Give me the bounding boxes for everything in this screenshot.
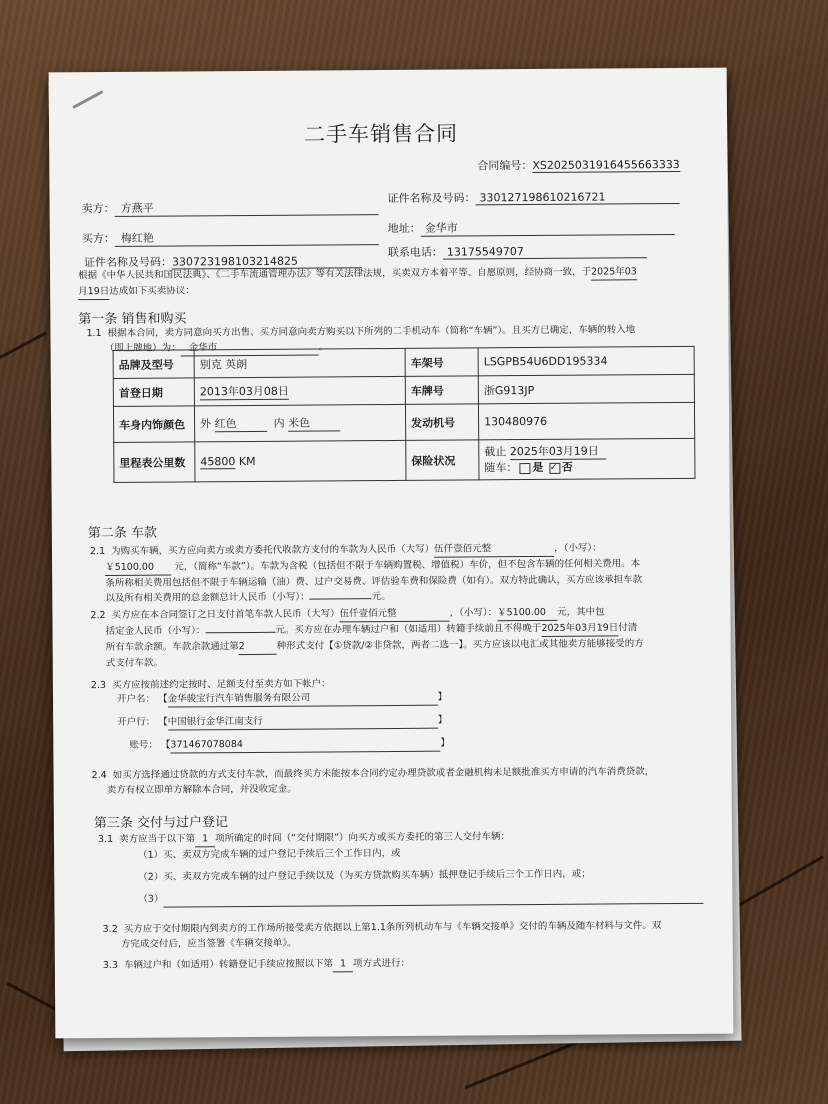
insurance-value: 截止 2025年03月19日 随车： 是 ✓ 否 (479, 438, 695, 480)
article-2-title: 第二条 车款 (87, 525, 158, 542)
clause-2-2: 2.2 买方应在本合同签订之日支付首笔车款人民币（大写）伍仟壹佰元整 ，（小写）：￥5100.00 元，其中包 括定金人民币（小写）： 元。买方应在办理车辆过户和（如适用）转籍手续前且不得晚于2025年03月19日付清 所有车款余额。车款余款通过第2 种形式支付【①贷款/②非贷款，两者二选一】。买方应该以电汇或其他卖方能够接受的方 式支付车款。 (90, 606, 644, 669)
clause-1-1: 1.1 根据本合同，卖方同意向买方出售、买方同意向卖方购买以下所列的二手机动车（简称“车辆”）。且买方已确定，车辆的转入地 （即上牌地）为： 金华市 。 (86, 322, 696, 357)
vehicle-info-table (113, 346, 696, 483)
reg-date-label: 首登日期 (113, 378, 194, 407)
mileage-value: 45800 KM (195, 440, 406, 481)
clause-3-1-option-1: （1）买、卖双方完成车辆的过户登记手续后三个工作日内，或 (138, 847, 401, 861)
buyer-address-line: 地址： 金华市 (388, 218, 675, 237)
clause-3-1-option-2: （2）买、卖双方完成车辆的过户登记手续以及（为买方贷款购买车辆）抵押登记手续后三个工作日内，或； (138, 868, 591, 883)
seller-line: 卖方： 方燕平 (82, 198, 379, 217)
contract-number: 合同编号：XS2025031916455663333 (477, 157, 680, 173)
brand-value: 别克 英朗 (194, 348, 405, 377)
contract-page (49, 68, 734, 1039)
contract-title: 二手车销售合同 (303, 121, 459, 147)
checkbox-no-checked (549, 462, 560, 473)
reg-date-value: 2013年03月08日 (194, 376, 405, 405)
seller-id-line: 证件名称及号码： 330127198610216721 (387, 188, 679, 206)
article-1-title: 第一条 销售和购买 (78, 311, 187, 328)
plate-label: 车牌号 (405, 376, 478, 405)
account-number-line: 账号： 【371467078084 】 (129, 735, 529, 754)
mileage-label: 里程表公里数 (114, 442, 195, 483)
brand-label: 品牌及型号 (113, 350, 194, 379)
plate-value: 浙G913JP (478, 374, 694, 404)
clause-3-1: 3.1 卖方应当于以下第 1 项所确定的时间（“交付期限”）向买方或买方委托的第三人交付车辆： (98, 828, 708, 848)
floor-seam (0, 332, 47, 359)
floor-seam (736, 855, 824, 908)
clause-2-4: 2.4 如买方选择通过贷款的方式支付车款，而最终买方未能按本合同约定办理贷款或者金融机构未足额批准买方申请的汽车消费贷款， 卖方有权立即单方解除本合同，并没收定金。 (91, 766, 655, 796)
insurance-label: 保险状况 (406, 440, 479, 481)
clause-3-2: 3.2 买方应于交付期限内到卖方的工作场所接受卖方依据以上第1.1条所列机动车与《车辆交接单》交付的车辆及随车材料与文件。双 方完成交付后，应当签署《车辆交接单》。 (102, 920, 662, 950)
bank-line: 开户行： 【中国银行金华江南支行 】 (117, 712, 517, 731)
article-3-title: 第三条 交付与过户登记 (93, 815, 229, 832)
buyer-line: 买方： 梅红艳 (82, 228, 379, 247)
engine-label: 发动机号 (405, 404, 478, 441)
engine-value: 130480976 (478, 402, 694, 440)
clause-3-3: 3.3 车辆过户和（如适用）转籍登记手续应按照以下第 1 项方式进行： (102, 957, 411, 972)
buyer-id-line: 证件名称及号码：330723198103214825 (84, 252, 362, 270)
vin-value: LSGPB54U6DD195334 (478, 346, 694, 376)
clause-3-1-option-3: （3） (138, 888, 718, 908)
color-value: 外 红色 内 米色 (194, 404, 405, 441)
checkbox-yes (519, 463, 530, 474)
clause-2-3: 2.3 买方应按前述约定按时、足额支付至卖方如下帐户： (90, 678, 331, 692)
buyer-phone-line: 联系电话： 13175549707 (388, 242, 647, 260)
color-label: 车身内饰颜色 (113, 406, 194, 443)
vin-label: 车架号 (405, 348, 478, 377)
account-name-line: 开户名： 【金华骏宝行汽车销售服务有限公司 】 (117, 689, 517, 708)
clause-2-1: 2.1 为购买车辆，买方应向卖方或卖方委托代收款方支付的车款为人民币（大写）伍仟壹佰元整 ，（小写）： ￥5100.00 元，（简称“车款”）。车款为含税（包括但不限于车辆购置税、增值税）车价，但不包含车辆的任何相关费用。本 条所称相关费用包括但不限于车辆运输（油）费、过户交易费、评估验车费和保险费（如有）。双方特此确认，买方应该承担车款 以及所有相关费用的总金额总计人民币（小写）： 元。 (89, 542, 643, 604)
intro-paragraph: 根据《中华人民共和国民法典》、《二手车流通管理办法》等有关法律法规，买卖双方本着平等、自愿原则，经协商一致，于2025年03 月19日达成如下买卖协议： (78, 264, 698, 300)
staple-icon (72, 90, 103, 109)
